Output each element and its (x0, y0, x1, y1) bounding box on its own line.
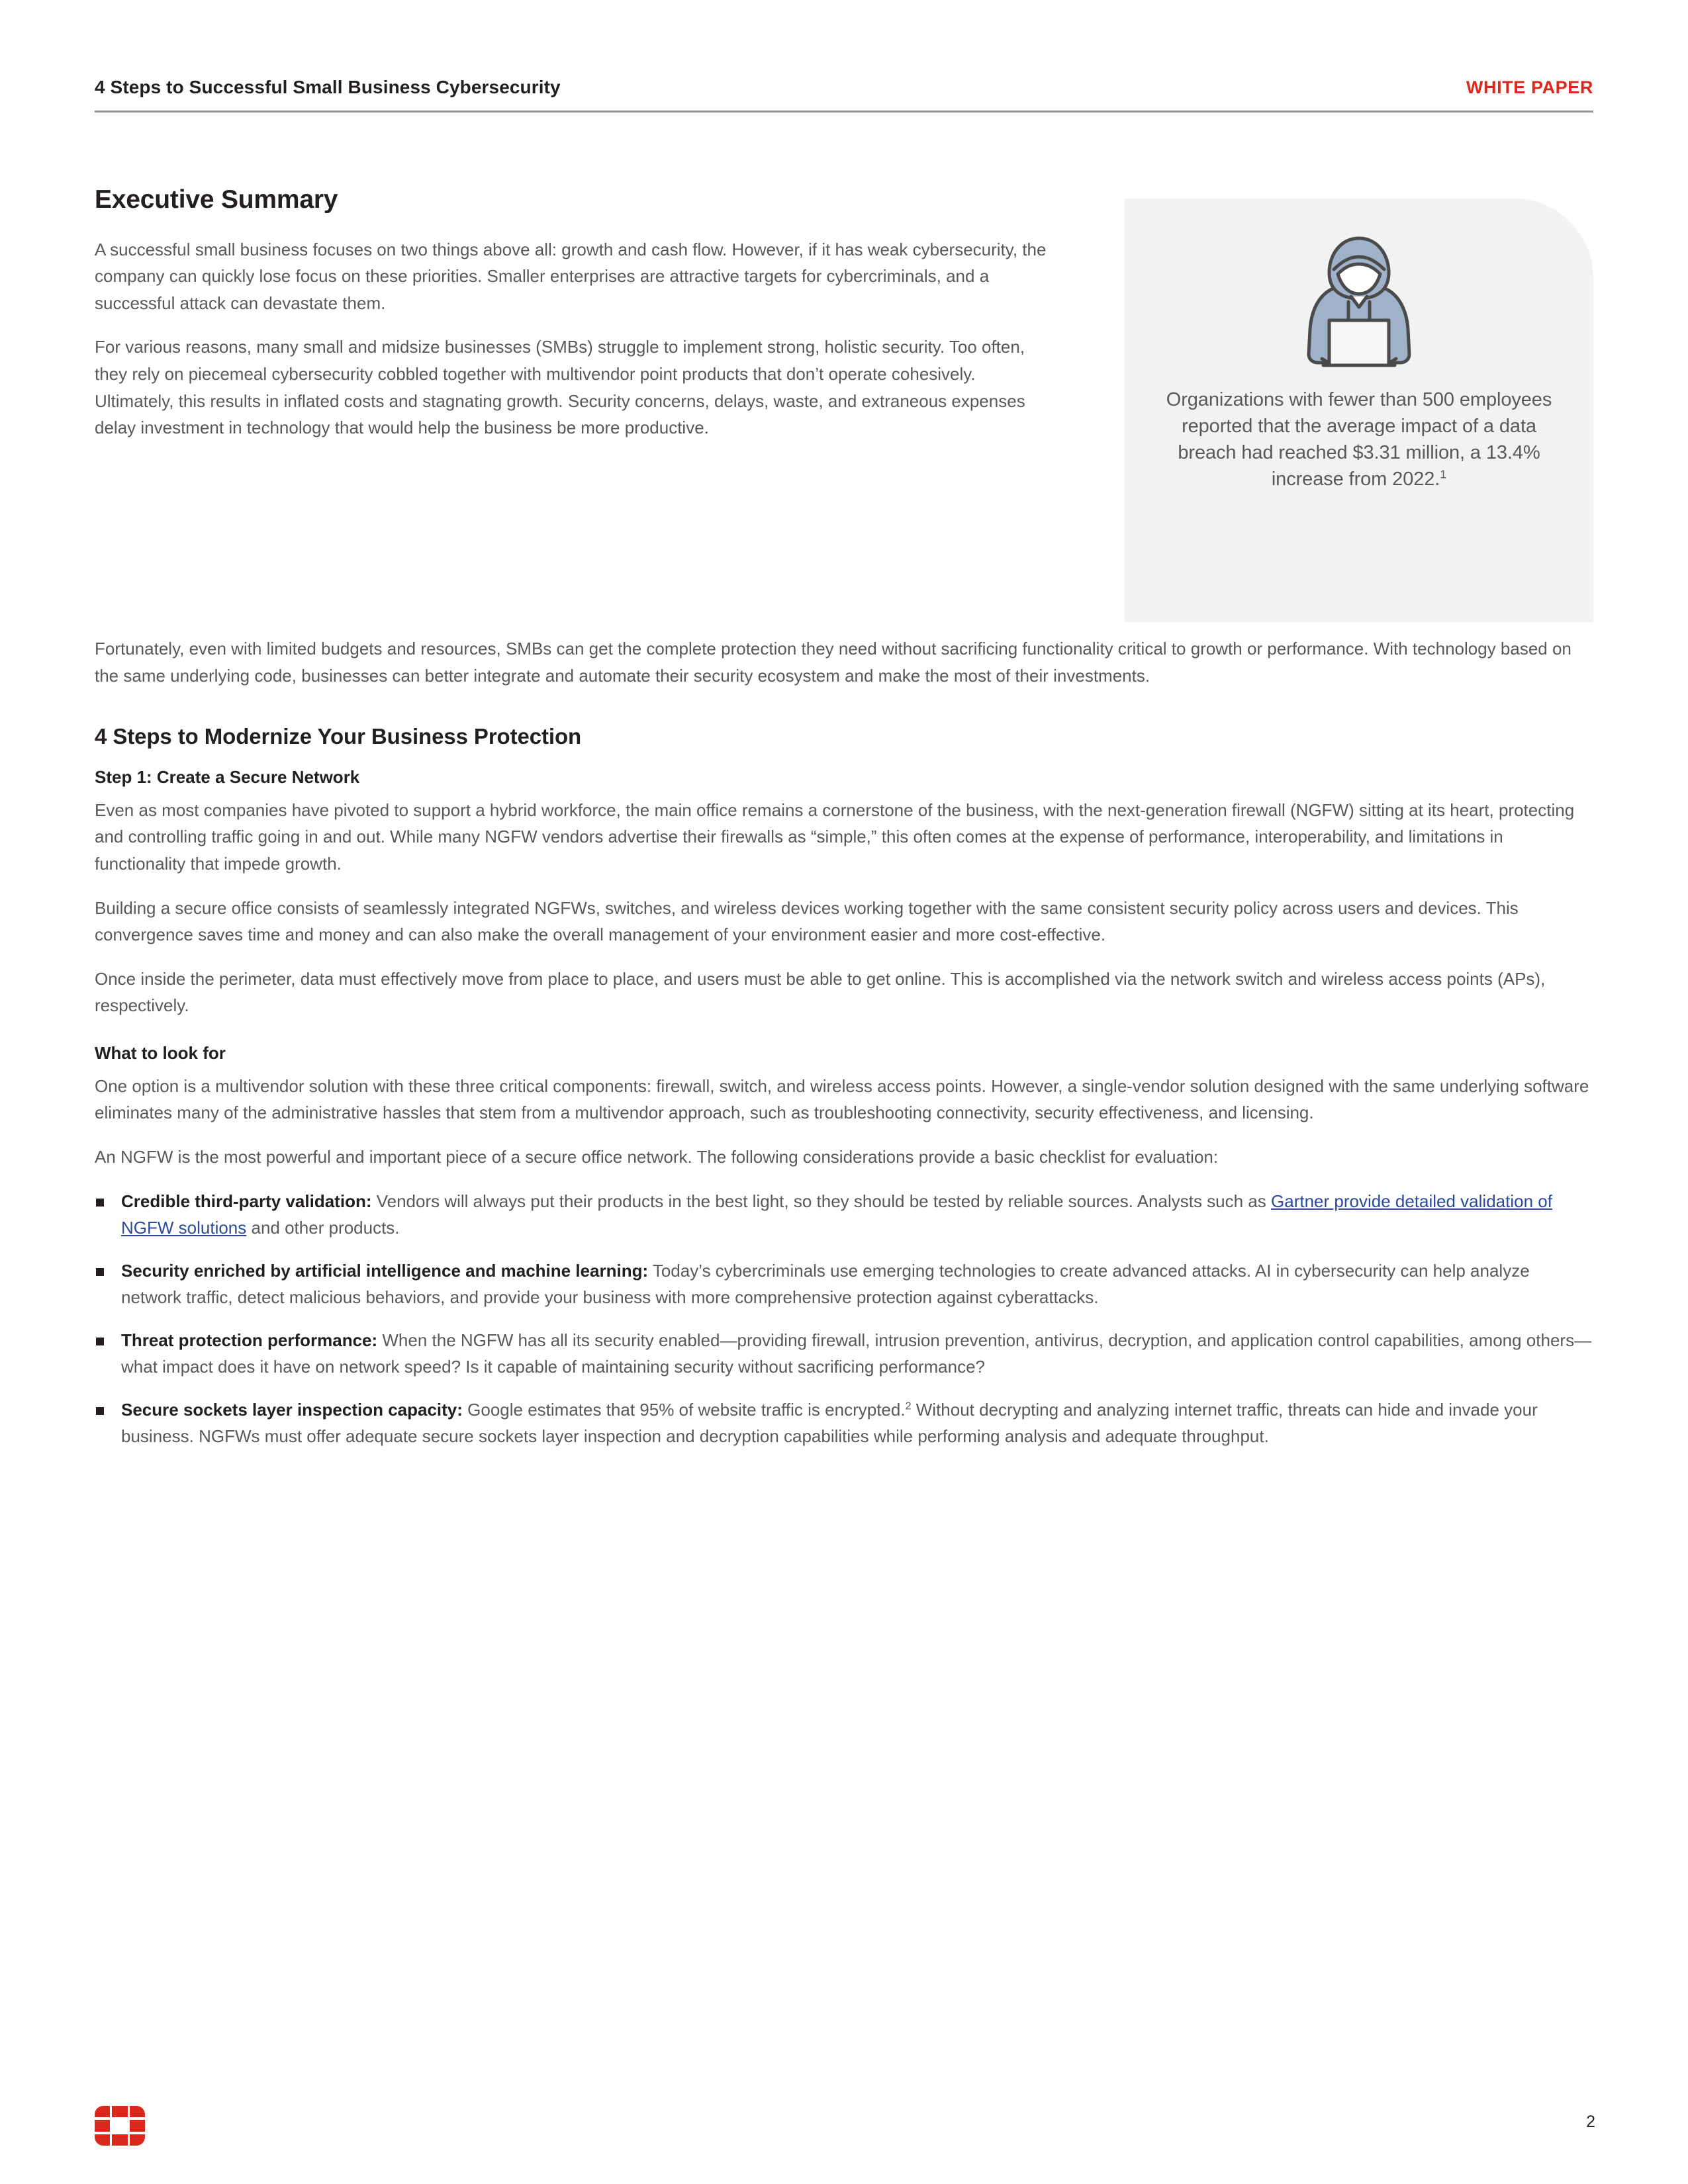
callout-footnote-marker: 1 (1440, 467, 1447, 481)
list-item (95, 1327, 1593, 1381)
list-item (95, 1396, 1593, 1450)
list-item (95, 1257, 1593, 1311)
bullet-4-text-before-sup: Google estimates that 95% of website traffic is encrypted. (462, 1399, 906, 1420)
document-body (95, 185, 1593, 1450)
step-1-paragraph-1: Even as most companies have pivoted to support a hybrid workforce, the main office remains a cornerstone of the business, with the next-generation firewall (NGFW) sitting at its heart, protecting and controlling traffic going in and out. While many NGFW vendors advertise their firewalls as “simple,” this often comes at the expense of performance, interoperability, and limitations in functionality that impede growth. (95, 799, 1575, 874)
callout-statistic-main: Organizations with fewer than 500 employees reported that the average impact of a data breach had reached $3.31 million, a 13.4% increase from 2022. (1166, 389, 1552, 490)
executive-summary-section (95, 185, 1593, 615)
executive-summary-paragraph-2: For various reasons, many small and midsize businesses (SMBs) struggle to implement strong, holistic security. Too often, they rely on piecemeal cybersecurity cobbled together with multivendor point products that don’t operate cohesively. Ultimately, this results in inflated costs and stagnating growth. Security concerns, delays, waste, and extraneous expenses delay investment in technology that would help the business be more productive. (95, 337, 1025, 438)
step-1-heading: Step 1: Create a Secure Network (95, 766, 360, 787)
executive-summary-paragraph-1: A successful small business focuses on two things above all: growth and cash flow. However, if it has weak cybersecurity, the company can quickly lose focus on these priorities. Smaller enterprises are attractive targets for cybercriminals, and a successful attack can devastate them. (95, 239, 1047, 313)
executive-summary-heading: Executive Summary (95, 185, 338, 214)
bullet-3-text: When the NGFW has all its security enabled—providing firewall, intrusion prevention, antivirus, decryption, and application control capabilities, among others—what impact does it have on network speed? Is it capable of maintaining security without sacrificing performance? (121, 1330, 1592, 1377)
header-document-type-label: WHITE PAPER (1466, 77, 1593, 97)
header-divider-rule (95, 111, 1593, 113)
step-1-paragraph-2: Building a secure office consists of seamlessly integrated NGFWs, switches, and wireless devices working together with the same consistent security policy across users and devices. This convergence saves time and money and can also make the overall management of your environment easier and more cost-effective. (95, 897, 1519, 945)
evaluation-checklist (95, 1188, 1593, 1450)
bullet-2-term: Security enriched by artificial intelligence and machine learning: (121, 1260, 649, 1281)
executive-summary-paragraph-3: Fortunately, even with limited budgets and resources, SMBs can get the complete protection they need without sacrificing functionality critical to growth or performance. With technology based on the same underlying code, businesses can better integrate and automate their security ecosystem and make the most of their investments. (95, 639, 1571, 686)
bullet-1-text-before-link: Vendors will always put their products in the best light, so they should be tested by reliable sources. Analysts such as (371, 1191, 1272, 1211)
bullet-1-text-after-link: and other products. (246, 1218, 400, 1238)
page-header (95, 78, 1593, 97)
header-document-title: 4 Steps to Successful Small Business Cybersecurity (95, 77, 561, 97)
bullet-1-term: Credible third-party validation: (121, 1191, 372, 1211)
bullet-4-term: Secure sockets layer inspection capacity: (121, 1399, 463, 1420)
bullet-4-footnote-marker: 2 (905, 1400, 912, 1412)
step-1-paragraph-3: Once inside the perimeter, data must effectively move from place to place, and users must be able to get online. This is accomplished via the network switch and wireless access points (APs), respectively. (95, 968, 1546, 1016)
bullet-3-term: Threat protection performance: (121, 1330, 378, 1350)
list-item (95, 1188, 1593, 1242)
gartner-ngfw-validation-link[interactable]: Gartner provide detailed validation of NGFW solutions (121, 1191, 1552, 1238)
what-to-look-for-paragraph-1: One option is a multivendor solution with these three critical components: firewall, switch, and wireless access points. However, a single-vendor solution designed with the same underlying software eliminates many of the administrative hassles that stem from a multivendor approach, such as troubleshooting connectivity, security effectiveness, and licensing. (95, 1075, 1589, 1123)
bullet-4-text-after-sup: Without decrypting and analyzing internet traffic, threats can hide and invade your business. NGFWs must offer adequate secure sockets layer inspection and decryption capabilities while performing analysis and adequate throughput. (121, 1399, 1538, 1447)
bullet-2-text: Today’s cybercriminals use emerging technologies to create advanced attacks. AI in cybersecurity can help analyze network traffic, detect malicious behaviors, and provide your business with more comprehensive protection against cyberattacks. (121, 1260, 1530, 1308)
what-to-look-for-heading: What to look for (95, 1042, 226, 1063)
fortinet-logo (95, 2106, 145, 2146)
page-number: 2 (1586, 2113, 1595, 2131)
steps-section-heading: 4 Steps to Modernize Your Business Protection (95, 724, 582, 749)
what-to-look-for-paragraph-2: An NGFW is the most powerful and important piece of a secure office network. The following considerations provide a basic checklist for evaluation: (95, 1146, 1219, 1167)
